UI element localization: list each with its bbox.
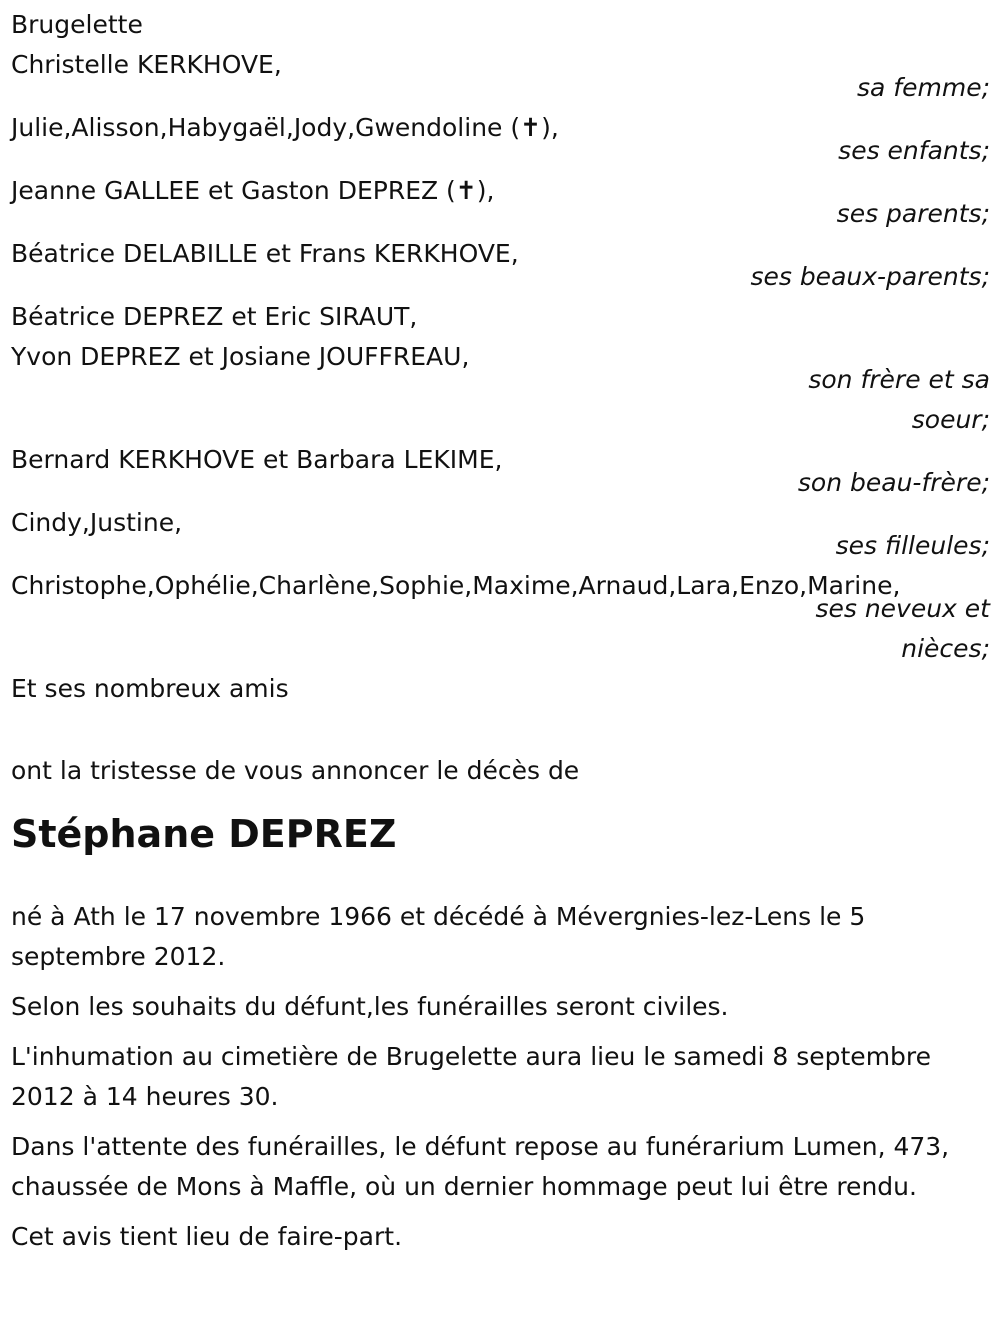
family-name: Yvon DEPREZ et Josiane JOUFFREAU,: [11, 342, 470, 371]
spacer: [11, 709, 990, 751]
family-entry-siblings: [11, 297, 990, 440]
family-relation: ses filleules;: [835, 531, 990, 560]
resting-paragraph: Dans l'attente des funérailles, le défunt repose au funérarium Lumen, 473, chaussée de Mons à Maffle, où un dernier hommage peut lui être rendu.: [11, 1132, 950, 1201]
family-entry-nephews: [11, 566, 990, 669]
burial-paragraph: L'inhumation au cimetière de Brugelette aura lieu le samedi 8 septembre 2012 à 14 heures 30.: [11, 1042, 932, 1111]
family-name: Christelle KERKHOVE,: [11, 50, 282, 79]
family-relation: ses parents;: [836, 199, 990, 228]
family-relation: son beau-frère;: [797, 468, 990, 497]
family-name: Bernard KERKHOVE et Barbara LEKIME,: [11, 445, 503, 474]
announcement-line: ont la tristesse de vous annoncer le décès de: [11, 756, 580, 785]
friends-line: Et ses nombreux amis: [11, 674, 289, 703]
family-relation: ses enfants;: [838, 136, 990, 165]
family-entry-parents: [11, 171, 990, 234]
family-relation: sa femme;: [857, 73, 990, 102]
family-entry-parents-in-law: [11, 234, 990, 297]
notice-paragraph: Cet avis tient lieu de faire-part.: [11, 1222, 403, 1251]
family-relation: ses beaux-parents;: [750, 262, 990, 291]
deceased-name: Stéphane DEPREZ: [11, 812, 397, 856]
family-name: Christophe,Ophélie,Charlène,Sophie,Maxime,Arnaud,Lara,Enzo,Marine,: [11, 571, 901, 600]
wishes-paragraph: Selon les souhaits du défunt,les funérailles seront civiles.: [11, 992, 729, 1021]
family-relation: son frère et sa soeur;: [808, 365, 990, 434]
family-name: Cindy,Justine,: [11, 508, 183, 537]
family-entry-goddaughters: [11, 503, 990, 566]
family-entry-wife: [11, 45, 990, 108]
family-name: Julie,Alisson,Habygaël,Jody,Gwendoline (✝),: [11, 113, 559, 142]
family-entry-children: [11, 108, 990, 171]
birth-death-paragraph: né à Ath le 17 novembre 1966 et décédé à Mévergnies-lez-Lens le 5 septembre 2012.: [11, 902, 866, 971]
family-relation: ses neveux et nièces;: [815, 594, 990, 663]
family-name: Béatrice DEPREZ et Eric SIRAUT,: [11, 302, 418, 331]
location-header: Brugelette: [11, 10, 143, 39]
family-name: Jeanne GALLEE et Gaston DEPREZ (✝),: [11, 176, 495, 205]
family-entry-brother-in-law: [11, 440, 990, 503]
family-name: Béatrice DELABILLE et Frans KERKHOVE,: [11, 239, 519, 268]
